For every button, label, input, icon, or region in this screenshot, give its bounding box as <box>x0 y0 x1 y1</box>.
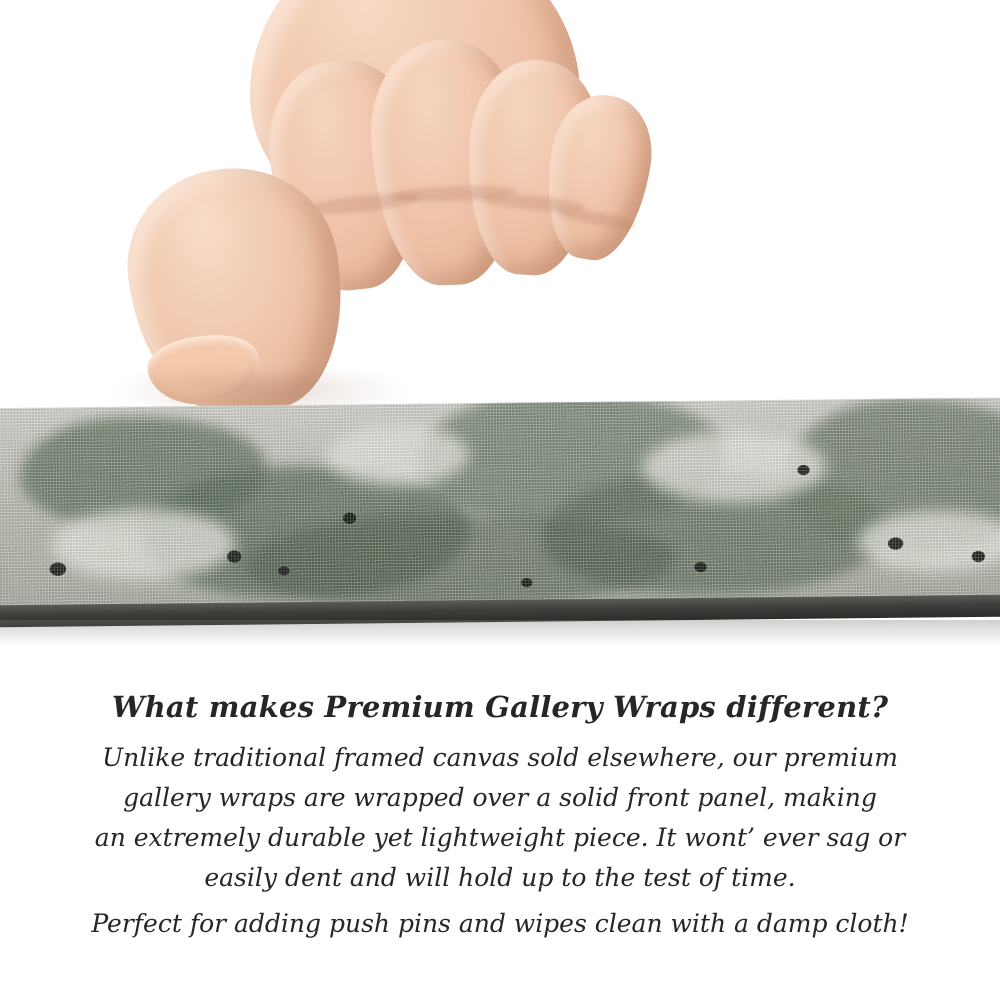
caption-line: an extremely durable yet lightweight piece. It wont’ ever sag or <box>94 823 906 852</box>
caption-closing-line: Perfect for adding push pins and wipes clean with a damp cloth! <box>91 909 909 938</box>
caption-heading: What makes Premium Gallery Wraps different? <box>111 690 889 724</box>
hand-pressing-canvas-edge <box>0 0 1000 420</box>
caption-block <box>0 690 1000 944</box>
caption-line: Unlike traditional framed canvas sold elsewhere, our premium <box>102 743 898 772</box>
gallery-wrap-canvas-edge <box>0 398 1000 626</box>
canvas-weave-texture <box>0 398 1000 626</box>
caption-line: gallery wraps are wrapped over a solid front panel, making <box>123 783 877 812</box>
caption-line: easily dent and will hold up to the test of time. <box>204 863 796 892</box>
canvas-drop-shadow <box>0 620 1000 646</box>
